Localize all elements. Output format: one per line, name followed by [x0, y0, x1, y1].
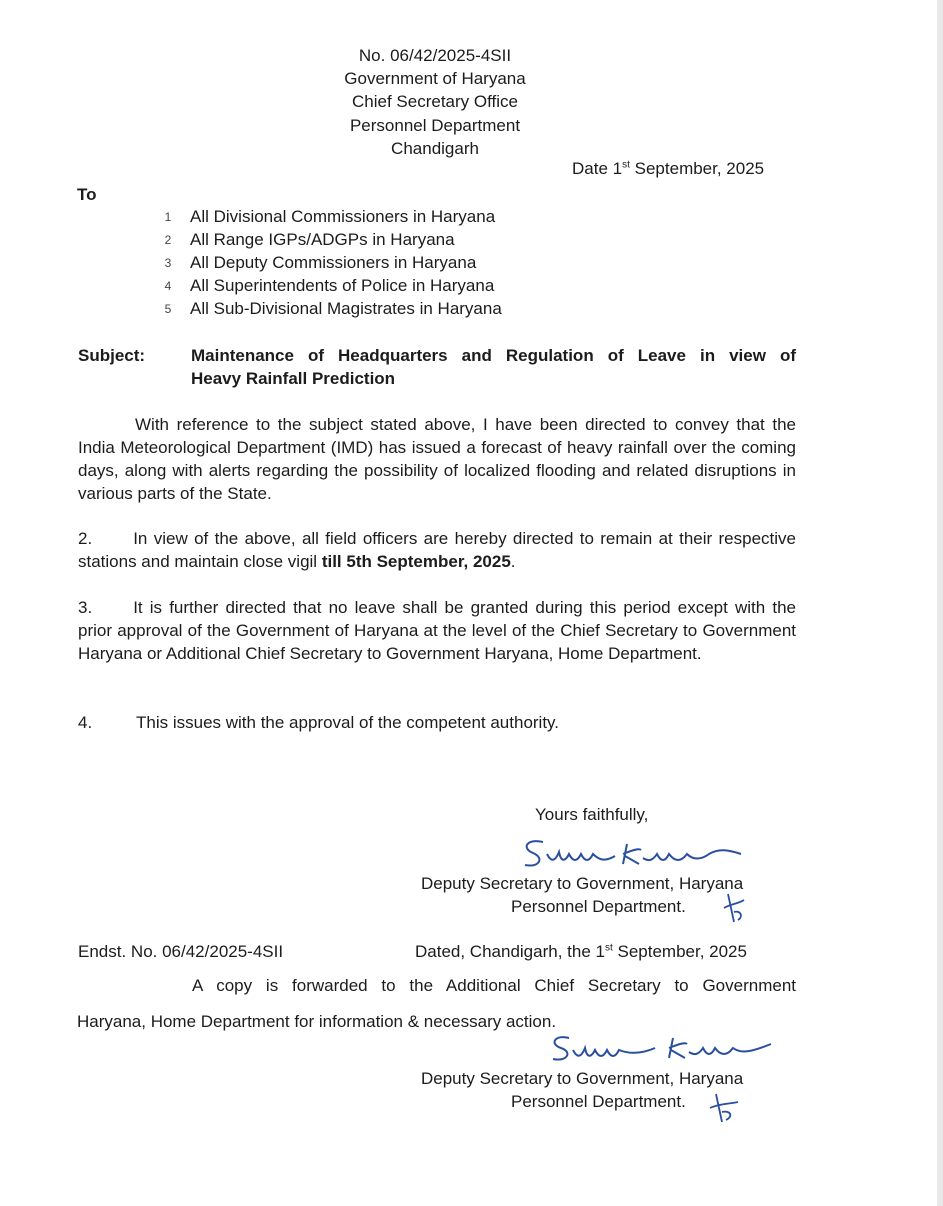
endorsement-department: Personnel Department. [511, 1092, 686, 1111]
city-name: Chandigarh [391, 139, 479, 158]
subject-label: Subject: [78, 346, 146, 365]
signatory-designation: Deputy Secretary to Government, Haryana [421, 874, 744, 893]
paragraph-4-number: 4. [78, 713, 93, 732]
copy-line-2: Haryana, Home Department for information & necessary action. [77, 1012, 557, 1031]
date-rest: September, 2025 [634, 159, 765, 178]
to-label: To [77, 185, 97, 204]
recipient-number: 5 [164, 302, 172, 316]
recipient-item: All Range IGPs/ADGPs in Haryana [190, 230, 455, 249]
recipient-number: 3 [164, 256, 172, 270]
date-day: 1 [612, 159, 623, 178]
recipient-item: All Divisional Commissioners in Haryana [190, 207, 496, 226]
endorsement-number: Endst. No. 06/42/2025-4SII [78, 942, 284, 961]
paragraph-1: With reference to the subject stated above, I have been directed to convey that the India Meteorological Department (IMD) has issued a forecast of heavy rainfall over the coming days, along with alerts regarding the possibility of localized flooding and related disruptions in various parts of the State. [78, 415, 796, 503]
yours-faithfully: Yours faithfully, [535, 805, 649, 824]
signature-image [515, 832, 745, 872]
office-name: Chief Secretary Office [352, 92, 518, 111]
initials-mark [720, 890, 750, 930]
paragraph-3 [78, 596, 796, 665]
date-prefix: Date [572, 159, 608, 178]
page-edge [937, 0, 943, 1206]
department-name: Personnel Department [349, 116, 521, 135]
paragraph-2-number: 2. [78, 529, 93, 548]
copy-line-1: A copy is forwarded to the Additional Chief Secretary to Government [192, 976, 796, 995]
paragraph-3-number: 3. [78, 598, 93, 617]
endorsement-initials-mark [706, 1088, 742, 1128]
letter-number: No. 06/42/2025-4SII [358, 46, 512, 65]
paragraph-4-text: This issues with the approval of the competent authority. [136, 713, 560, 732]
paragraph-2-deadline: till 5th September, 2025 [321, 552, 511, 571]
date-suffix: st [622, 159, 630, 171]
recipient-number: 1 [164, 210, 172, 224]
signatory-department: Personnel Department. [511, 897, 686, 916]
paragraph-2: 2. In view of the above, all field officers are hereby directed to remain at their respective stations and maintain close vigil till 5th September, 2025. [78, 529, 796, 571]
endorsement-date-rest: September, 2025 [617, 942, 747, 961]
recipient-number: 4 [164, 279, 172, 293]
endorsement-date-prefix: Dated, Chandigarh, the 1 [415, 942, 605, 961]
recipient-item: All Superintendents of Police in Haryana [190, 276, 495, 295]
government-name: Government of Haryana [344, 69, 526, 88]
subject-line-2: Heavy Rainfall Prediction [191, 369, 396, 388]
endorsement-date [415, 940, 747, 963]
subject-line-1: Maintenance of Headquarters and Regulation of Leave in view of [191, 346, 796, 365]
letter-date [572, 157, 764, 180]
endorsement-designation: Deputy Secretary to Government, Haryana [421, 1069, 744, 1088]
endorsement-date-suffix: st [604, 942, 613, 954]
paragraph-3-text: It is further directed that no leave shall be granted during this period except with the prior approval of the Government of Haryana at the level of the Chief Secretary to Government Haryana or Additional Chief Secretary to Government Haryana, Home Department. [78, 598, 796, 663]
recipient-item: All Sub-Divisional Magistrates in Haryana [190, 299, 502, 318]
paragraph-2-text: In view of the above, all field officers are hereby directed to remain at their respective stations and maintain close vigil [78, 529, 796, 571]
recipient-item: All Deputy Commissioners in Haryana [190, 253, 477, 272]
endorsement-signature-image [545, 1030, 775, 1066]
recipient-number: 2 [164, 233, 172, 247]
